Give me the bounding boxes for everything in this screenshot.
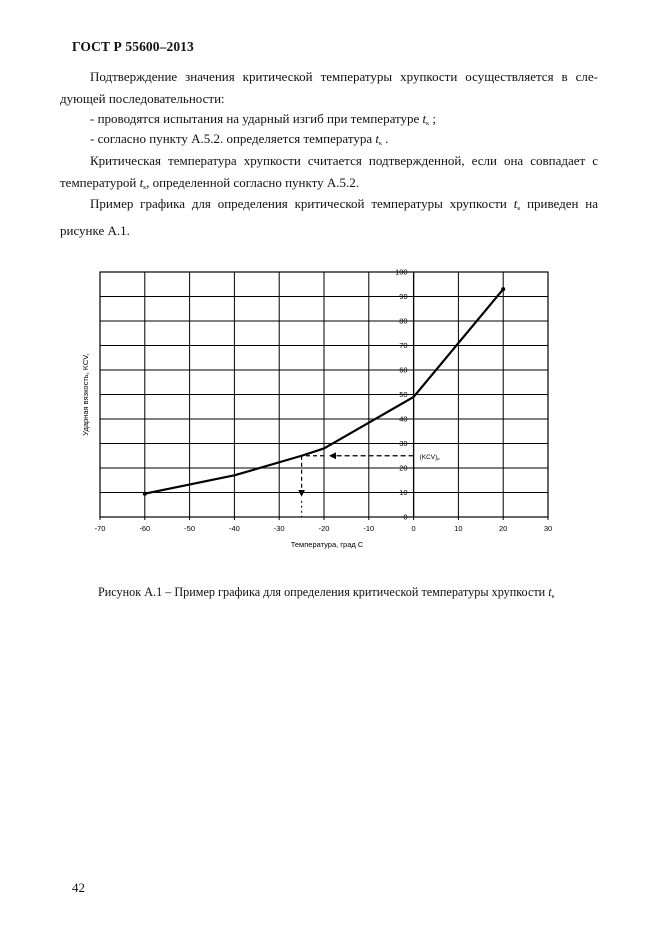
y-tick-label: 40 bbox=[399, 414, 408, 424]
x-axis-label: Температура, град С bbox=[290, 540, 364, 549]
data-point bbox=[501, 287, 505, 291]
y-tick-label: 0 bbox=[403, 512, 408, 522]
x-tick-label: 0 bbox=[411, 524, 416, 533]
x-tick-label: 30 bbox=[543, 524, 553, 533]
list-item-end: . bbox=[385, 131, 389, 146]
temperature-subscript: к bbox=[551, 594, 555, 600]
paragraph-confirmation bbox=[60, 150, 598, 199]
y-tick-label: 100 bbox=[395, 267, 408, 277]
paragraph-text: , определенной согласно пункту А.5.2. bbox=[146, 175, 360, 190]
page-number: 42 bbox=[72, 880, 85, 895]
annotation-label-text: (KCV) bbox=[419, 453, 438, 461]
paragraph-text: Пример графика для определения критической температуры хрупкости bbox=[90, 196, 507, 211]
y-tick-label: 80 bbox=[399, 316, 408, 326]
x-tick-label: -40 bbox=[228, 524, 240, 533]
y-tick-label: 70 bbox=[399, 341, 408, 350]
x-tick-label: -30 bbox=[273, 524, 285, 533]
temperature-subscript: к bbox=[426, 121, 430, 127]
y-tick-label: 20 bbox=[399, 463, 408, 473]
temperature-symbol: t bbox=[513, 196, 518, 211]
temperature-symbol: t bbox=[139, 175, 144, 190]
temperature-subscript: к bbox=[143, 185, 147, 191]
document-header: ГОСТ Р 55600–2013 bbox=[72, 39, 194, 54]
annotation-label-subscript: F bbox=[437, 456, 441, 462]
paragraph-figure-reference bbox=[60, 193, 598, 242]
temperature-symbol: t bbox=[375, 131, 379, 146]
list-item-end: ; bbox=[432, 111, 436, 126]
y-tick-label: 90 bbox=[399, 292, 408, 301]
x-tick-label: 20 bbox=[499, 524, 508, 533]
paragraph-intro: Подтверждение значения критической температуры хрупкости осуществляется в сле-дующей последовательности: bbox=[60, 69, 598, 106]
chart-annotation bbox=[302, 454, 441, 517]
y-tick-label: 60 bbox=[399, 365, 408, 375]
y-axis-label: Ударная вязкость, KCV, bbox=[81, 353, 90, 436]
y-tick-label: 30 bbox=[399, 439, 408, 448]
x-tick-label: -60 bbox=[139, 524, 151, 533]
figure-caption bbox=[98, 585, 555, 600]
temperature-subscript: к bbox=[517, 206, 521, 212]
y-tick-label: 10 bbox=[399, 488, 408, 497]
x-tick-label: -20 bbox=[318, 524, 330, 533]
x-tick-label: -10 bbox=[363, 524, 375, 533]
y-tick-label: 50 bbox=[399, 390, 408, 399]
chart-grid bbox=[100, 272, 548, 517]
x-tick-label: -70 bbox=[94, 524, 106, 533]
paragraph-text: приведен на рисунке А.1. bbox=[60, 196, 599, 238]
temperature-symbol: t bbox=[422, 111, 427, 126]
list-item-text: - согласно пункту А.5.2. определяется температура bbox=[90, 131, 373, 146]
impact-toughness-chart bbox=[0, 255, 661, 585]
chart-tick-labels bbox=[95, 268, 553, 534]
temperature-symbol: t bbox=[548, 585, 552, 599]
x-tick-label: -50 bbox=[184, 524, 196, 533]
caption-text: Рисунок А.1 – Пример графика для определения критической температуры хрупкости bbox=[98, 585, 546, 599]
paragraph-text: Критическая температура хрупкости считается подтвержденной, если она совпадает с температурой bbox=[60, 153, 598, 190]
list-item-text: - проводятся испытания на ударный изгиб при температуре bbox=[90, 111, 420, 126]
data-point bbox=[143, 492, 147, 496]
x-tick-label: 10 bbox=[454, 524, 463, 533]
annotation-label bbox=[420, 454, 441, 462]
temperature-subscript: к bbox=[378, 141, 382, 147]
